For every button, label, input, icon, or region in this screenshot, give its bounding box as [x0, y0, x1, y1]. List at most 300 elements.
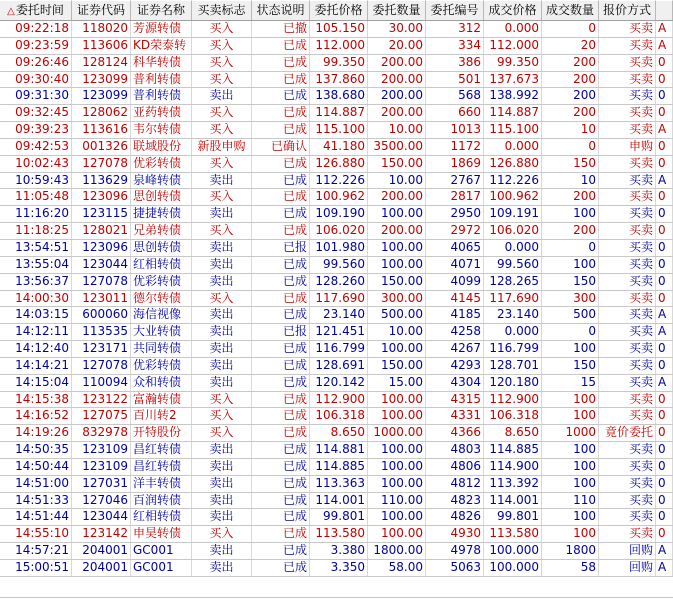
column-header-security-code[interactable]	[72, 0, 131, 20]
table-row[interactable]	[0, 425, 673, 442]
table-row[interactable]	[0, 526, 673, 543]
cell-order-price: 114.881	[310, 442, 368, 458]
cell-order-time: 09:39:23	[0, 122, 72, 138]
table-row[interactable]	[0, 509, 673, 526]
cell-order-time: 14:15:38	[0, 392, 72, 408]
cell-quote-type: 买卖	[599, 291, 656, 307]
cell-order-id: 4803	[426, 442, 484, 458]
cell-flag: 0	[656, 240, 673, 256]
cell-side: 买入	[192, 72, 252, 88]
cell-security-name: 优彩转债	[131, 156, 192, 172]
column-header-label: 状态说明	[256, 3, 305, 17]
cell-side: 卖出	[192, 560, 252, 576]
cell-order-time: 11:18:25	[0, 223, 72, 239]
cell-security-name: 共同转债	[131, 341, 192, 357]
cell-security-code: 127075	[72, 408, 131, 424]
cell-fill-qty: 200	[542, 72, 599, 88]
cell-side: 买入	[192, 189, 252, 205]
cell-security-code: 123096	[72, 240, 131, 256]
cell-fill-qty: 150	[542, 156, 599, 172]
cell-security-name: 百润转债	[131, 493, 192, 509]
cell-security-code: 127078	[72, 156, 131, 172]
column-header-order-time[interactable]	[0, 0, 72, 20]
cell-security-name: 红相转债	[131, 257, 192, 273]
cell-flag: 0	[656, 341, 673, 357]
cell-order-id: 4099	[426, 274, 484, 290]
table-row[interactable]	[0, 55, 673, 72]
table-row[interactable]	[0, 459, 673, 476]
cell-security-name: 兄弟转债	[131, 223, 192, 239]
cell-security-name: 科华转债	[131, 55, 192, 71]
cell-order-id: 4065	[426, 240, 484, 256]
cell-status: 已报	[252, 324, 310, 340]
cell-quote-type: 买卖	[599, 341, 656, 357]
cell-fill-price: 0.000	[484, 21, 542, 37]
column-header-order-id[interactable]	[426, 0, 484, 20]
cell-security-code: 600060	[72, 307, 131, 323]
cell-order-price: 137.860	[310, 72, 368, 88]
cell-fill-price: 114.887	[484, 105, 542, 121]
cell-side: 买入	[192, 122, 252, 138]
table-row[interactable]	[0, 88, 673, 105]
cell-quote-type: 回购	[599, 543, 656, 559]
cell-fill-qty: 200	[542, 189, 599, 205]
cell-order-id: 568	[426, 88, 484, 104]
cell-order-qty: 10.00	[368, 173, 426, 189]
column-header-label: 成交价格	[488, 3, 537, 17]
cell-order-time: 13:54:51	[0, 240, 72, 256]
cell-security-code: 127031	[72, 476, 131, 492]
table-row[interactable]	[0, 139, 673, 156]
cell-order-id: 4304	[426, 375, 484, 391]
cell-order-qty: 20.00	[368, 38, 426, 54]
cell-quote-type: 买卖	[599, 105, 656, 121]
cell-order-qty: 58.00	[368, 560, 426, 576]
cell-security-code: 127078	[72, 358, 131, 374]
cell-security-name: 富瀚转债	[131, 392, 192, 408]
cell-side: 卖出	[192, 476, 252, 492]
cell-fill-qty: 200	[542, 55, 599, 71]
cell-order-price: 101.980	[310, 240, 368, 256]
column-header-label: 成交数量	[545, 3, 594, 17]
cell-order-id: 386	[426, 55, 484, 71]
column-header-side[interactable]	[192, 0, 252, 20]
cell-fill-price: 99.801	[484, 509, 542, 525]
cell-status: 已成	[252, 459, 310, 475]
table-row[interactable]	[0, 543, 673, 560]
cell-order-price: 112.000	[310, 38, 368, 54]
cell-order-qty: 200.00	[368, 55, 426, 71]
cell-order-qty: 100.00	[368, 526, 426, 542]
table-row[interactable]	[0, 257, 673, 274]
cell-fill-price: 8.650	[484, 425, 542, 441]
cell-flag: A	[656, 173, 673, 189]
cell-order-time: 11:16:20	[0, 206, 72, 222]
cell-order-price: 8.650	[310, 425, 368, 441]
cell-order-id: 4145	[426, 291, 484, 307]
cell-flag: 0	[656, 476, 673, 492]
cell-order-qty: 200.00	[368, 88, 426, 104]
cell-order-time: 14:12:40	[0, 341, 72, 357]
cell-order-qty: 3500.00	[368, 139, 426, 155]
cell-security-name: 泉峰转债	[131, 173, 192, 189]
cell-security-name: 昌红转债	[131, 442, 192, 458]
column-header-order-price[interactable]	[310, 0, 368, 20]
table-row[interactable]	[0, 105, 673, 122]
cell-order-time: 14:55:10	[0, 526, 72, 542]
cell-fill-price: 106.318	[484, 408, 542, 424]
cell-security-name: 百川转2	[131, 408, 192, 424]
table-row[interactable]	[0, 307, 673, 324]
cell-order-time: 10:59:43	[0, 173, 72, 189]
cell-order-price: 113.580	[310, 526, 368, 542]
cell-security-code: 123099	[72, 72, 131, 88]
cell-order-price: 99.560	[310, 257, 368, 273]
cell-order-price: 114.001	[310, 493, 368, 509]
cell-flag: A	[656, 38, 673, 54]
cell-quote-type: 买卖	[599, 493, 656, 509]
cell-quote-type: 买卖	[599, 189, 656, 205]
cell-security-code: 123096	[72, 189, 131, 205]
cell-flag: 0	[656, 509, 673, 525]
cell-fill-qty: 0	[542, 139, 599, 155]
cell-order-qty: 200.00	[368, 72, 426, 88]
cell-security-code: 128021	[72, 223, 131, 239]
cell-quote-type: 申购	[599, 139, 656, 155]
cell-security-code: 118020	[72, 21, 131, 37]
cell-status: 已成	[252, 341, 310, 357]
cell-flag: 0	[656, 156, 673, 172]
cell-order-id: 4826	[426, 509, 484, 525]
column-header-quote-type[interactable]	[599, 0, 656, 20]
cell-order-id: 2767	[426, 173, 484, 189]
cell-quote-type: 买卖	[599, 408, 656, 424]
cell-order-price: 128.691	[310, 358, 368, 374]
cell-security-code: 113629	[72, 173, 131, 189]
cell-order-id: 334	[426, 38, 484, 54]
cell-quote-type: 买卖	[599, 526, 656, 542]
cell-quote-type: 回购	[599, 560, 656, 576]
cell-order-price: 114.885	[310, 459, 368, 475]
column-header-status[interactable]	[252, 0, 310, 20]
cell-status: 已成	[252, 509, 310, 525]
cell-order-price: 99.350	[310, 55, 368, 71]
cell-order-price: 115.100	[310, 122, 368, 138]
cell-order-id: 4258	[426, 324, 484, 340]
cell-fill-price: 120.180	[484, 375, 542, 391]
cell-order-qty: 500.00	[368, 307, 426, 323]
cell-flag: 0	[656, 223, 673, 239]
cell-order-id: 2817	[426, 189, 484, 205]
cell-security-code: 123109	[72, 459, 131, 475]
cell-order-id: 1172	[426, 139, 484, 155]
cell-order-price: 112.226	[310, 173, 368, 189]
cell-side: 卖出	[192, 173, 252, 189]
cell-status: 已成	[252, 105, 310, 121]
cell-order-qty: 100.00	[368, 341, 426, 357]
cell-order-time: 09:26:46	[0, 55, 72, 71]
cell-fill-qty: 200	[542, 105, 599, 121]
table-row[interactable]	[0, 324, 673, 341]
table-row[interactable]	[0, 240, 673, 257]
cell-order-time: 11:05:48	[0, 189, 72, 205]
cell-security-name: 普利转债	[131, 88, 192, 104]
table-body	[0, 21, 673, 577]
cell-order-qty: 200.00	[368, 105, 426, 121]
cell-fill-qty: 150	[542, 274, 599, 290]
cell-security-name: 优彩转债	[131, 358, 192, 374]
cell-quote-type: 买卖	[599, 358, 656, 374]
cell-flag: 0	[656, 358, 673, 374]
cell-fill-qty: 1800	[542, 543, 599, 559]
cell-order-time: 14:00:30	[0, 291, 72, 307]
cell-order-qty: 100.00	[368, 442, 426, 458]
cell-order-qty: 100.00	[368, 509, 426, 525]
cell-fill-price: 99.350	[484, 55, 542, 71]
table-empty-area	[0, 597, 673, 613]
table-row[interactable]	[0, 375, 673, 392]
table-row[interactable]	[0, 206, 673, 223]
column-header-fill-price[interactable]	[484, 0, 542, 20]
table-row[interactable]	[0, 408, 673, 425]
table-row[interactable]	[0, 341, 673, 358]
cell-order-price: 116.799	[310, 341, 368, 357]
cell-fill-price: 0.000	[484, 139, 542, 155]
cell-side: 买入	[192, 425, 252, 441]
cell-fill-price: 128.265	[484, 274, 542, 290]
cell-fill-qty: 300	[542, 291, 599, 307]
cell-order-qty: 200.00	[368, 223, 426, 239]
cell-fill-qty: 100	[542, 341, 599, 357]
cell-order-id: 4366	[426, 425, 484, 441]
cell-fill-price: 100.962	[484, 189, 542, 205]
table-row[interactable]	[0, 291, 673, 308]
cell-security-name: 海信视像	[131, 307, 192, 323]
cell-fill-qty: 1000	[542, 425, 599, 441]
cell-flag: A	[656, 324, 673, 340]
cell-flag: A	[656, 21, 673, 37]
cell-security-code: 128124	[72, 55, 131, 71]
table-row[interactable]	[0, 223, 673, 240]
cell-quote-type: 买卖	[599, 274, 656, 290]
cell-order-price: 112.900	[310, 392, 368, 408]
cell-flag: 0	[656, 88, 673, 104]
cell-fill-qty: 58	[542, 560, 599, 576]
cell-side: 买入	[192, 526, 252, 542]
cell-quote-type: 买卖	[599, 324, 656, 340]
cell-flag: 0	[656, 274, 673, 290]
cell-order-id: 2972	[426, 223, 484, 239]
cell-side: 新股申购	[192, 139, 252, 155]
cell-security-name: 申昊转债	[131, 526, 192, 542]
cell-flag: A	[656, 307, 673, 323]
cell-fill-qty: 10	[542, 173, 599, 189]
cell-order-time: 13:55:04	[0, 257, 72, 273]
table-row[interactable]	[0, 358, 673, 375]
cell-order-qty: 10.00	[368, 122, 426, 138]
cell-security-code: 123044	[72, 509, 131, 525]
cell-order-id: 312	[426, 21, 484, 37]
cell-order-id: 4331	[426, 408, 484, 424]
cell-security-name: KD荣泰转	[131, 38, 192, 54]
column-header-flag[interactable]	[656, 0, 673, 20]
cell-side: 卖出	[192, 375, 252, 391]
cell-order-price: 23.140	[310, 307, 368, 323]
cell-order-time: 09:30:40	[0, 72, 72, 88]
column-header-fill-qty[interactable]	[542, 0, 599, 20]
cell-status: 已成	[252, 173, 310, 189]
cell-status: 已成	[252, 88, 310, 104]
table-row[interactable]	[0, 72, 673, 89]
cell-status: 已成	[252, 72, 310, 88]
cell-order-time: 14:03:15	[0, 307, 72, 323]
cell-security-code: 127046	[72, 493, 131, 509]
table-row[interactable]	[0, 189, 673, 206]
cell-fill-qty: 100	[542, 509, 599, 525]
cell-order-time: 14:51:33	[0, 493, 72, 509]
cell-quote-type: 买卖	[599, 476, 656, 492]
cell-order-id: 4930	[426, 526, 484, 542]
cell-fill-qty: 110	[542, 493, 599, 509]
column-header-order-qty[interactable]	[368, 0, 426, 20]
cell-order-time: 14:50:44	[0, 459, 72, 475]
cell-order-time: 14:12:11	[0, 324, 72, 340]
cell-quote-type: 买卖	[599, 392, 656, 408]
cell-quote-type: 买卖	[599, 206, 656, 222]
cell-order-price: 114.887	[310, 105, 368, 121]
column-header-label: 证券代码	[76, 3, 125, 17]
cell-security-code: 123044	[72, 257, 131, 273]
cell-fill-price: 99.560	[484, 257, 542, 273]
cell-security-code: 110094	[72, 375, 131, 391]
table-row[interactable]	[0, 392, 673, 409]
table-header	[0, 0, 673, 21]
cell-order-price: 128.260	[310, 274, 368, 290]
cell-security-name: 思创转债	[131, 240, 192, 256]
cell-quote-type: 买卖	[599, 223, 656, 239]
cell-security-name: 洋丰转债	[131, 476, 192, 492]
cell-fill-price: 100.000	[484, 560, 542, 576]
cell-order-price: 3.350	[310, 560, 368, 576]
cell-flag: 0	[656, 105, 673, 121]
cell-security-code: 001326	[72, 139, 131, 155]
cell-security-name: GC001	[131, 560, 192, 576]
cell-order-qty: 30.00	[368, 21, 426, 37]
cell-fill-price: 128.701	[484, 358, 542, 374]
cell-security-code: 123011	[72, 291, 131, 307]
table-row[interactable]	[0, 38, 673, 55]
cell-status: 已成	[252, 55, 310, 71]
cell-fill-qty: 100	[542, 442, 599, 458]
column-header-label: 买卖标志	[197, 3, 246, 17]
cell-order-qty: 1000.00	[368, 425, 426, 441]
cell-order-time: 15:00:51	[0, 560, 72, 576]
column-header-security-name[interactable]	[131, 0, 192, 20]
table-row[interactable]	[0, 122, 673, 139]
cell-status: 已成	[252, 189, 310, 205]
cell-side: 卖出	[192, 240, 252, 256]
cell-side: 卖出	[192, 324, 252, 340]
cell-status: 已成	[252, 122, 310, 138]
table-row[interactable]	[0, 274, 673, 291]
cell-fill-qty: 20	[542, 38, 599, 54]
cell-fill-qty: 200	[542, 88, 599, 104]
cell-flag: 0	[656, 291, 673, 307]
cell-fill-qty: 100	[542, 459, 599, 475]
cell-security-code: 113535	[72, 324, 131, 340]
cell-flag: 0	[656, 139, 673, 155]
table-row[interactable]	[0, 21, 673, 38]
cell-security-name: 韦尔转债	[131, 122, 192, 138]
cell-status: 已成	[252, 526, 310, 542]
table-row[interactable]	[0, 493, 673, 510]
cell-order-price: 105.150	[310, 21, 368, 37]
cell-quote-type: 买卖	[599, 21, 656, 37]
table-row[interactable]	[0, 560, 673, 577]
cell-security-code: 123122	[72, 392, 131, 408]
cell-side: 卖出	[192, 493, 252, 509]
cell-fill-qty: 0	[542, 324, 599, 340]
cell-fill-qty: 15	[542, 375, 599, 391]
cell-order-id: 4071	[426, 257, 484, 273]
cell-fill-price: 112.900	[484, 392, 542, 408]
cell-order-qty: 100.00	[368, 408, 426, 424]
cell-quote-type: 买卖	[599, 257, 656, 273]
cell-status: 已成	[252, 408, 310, 424]
table-row[interactable]	[0, 476, 673, 493]
cell-status: 已成	[252, 274, 310, 290]
cell-security-name: 大业转债	[131, 324, 192, 340]
table-row[interactable]	[0, 173, 673, 190]
cell-order-price: 41.180	[310, 139, 368, 155]
cell-security-code: 127078	[72, 274, 131, 290]
cell-order-id: 4978	[426, 543, 484, 559]
cell-fill-price: 100.000	[484, 543, 542, 559]
cell-side: 卖出	[192, 88, 252, 104]
cell-security-name: 联域股份	[131, 139, 192, 155]
cell-order-qty: 100.00	[368, 240, 426, 256]
cell-order-time: 09:42:53	[0, 139, 72, 155]
cell-fill-qty: 500	[542, 307, 599, 323]
cell-security-code: 113616	[72, 122, 131, 138]
cell-fill-qty: 0	[542, 240, 599, 256]
cell-side: 卖出	[192, 358, 252, 374]
cell-fill-price: 23.140	[484, 307, 542, 323]
cell-order-id: 4293	[426, 358, 484, 374]
cell-flag: 0	[656, 72, 673, 88]
cell-security-code: 128062	[72, 105, 131, 121]
cell-side: 买入	[192, 408, 252, 424]
cell-side: 卖出	[192, 307, 252, 323]
cell-order-id: 501	[426, 72, 484, 88]
cell-security-code: 832978	[72, 425, 131, 441]
cell-fill-qty: 100	[542, 408, 599, 424]
cell-order-time: 14:51:00	[0, 476, 72, 492]
column-header-label: 委托时间	[15, 3, 64, 17]
cell-side: 买入	[192, 21, 252, 37]
cell-flag: 0	[656, 526, 673, 542]
cell-flag: 0	[656, 189, 673, 205]
cell-quote-type: 买卖	[599, 173, 656, 189]
cell-order-id: 4315	[426, 392, 484, 408]
cell-order-qty: 200.00	[368, 189, 426, 205]
table-row[interactable]	[0, 442, 673, 459]
cell-quote-type: 买卖	[599, 509, 656, 525]
table-row[interactable]	[0, 156, 673, 173]
cell-fill-qty: 100	[542, 476, 599, 492]
cell-order-time: 09:31:30	[0, 88, 72, 104]
cell-flag: A	[656, 122, 673, 138]
